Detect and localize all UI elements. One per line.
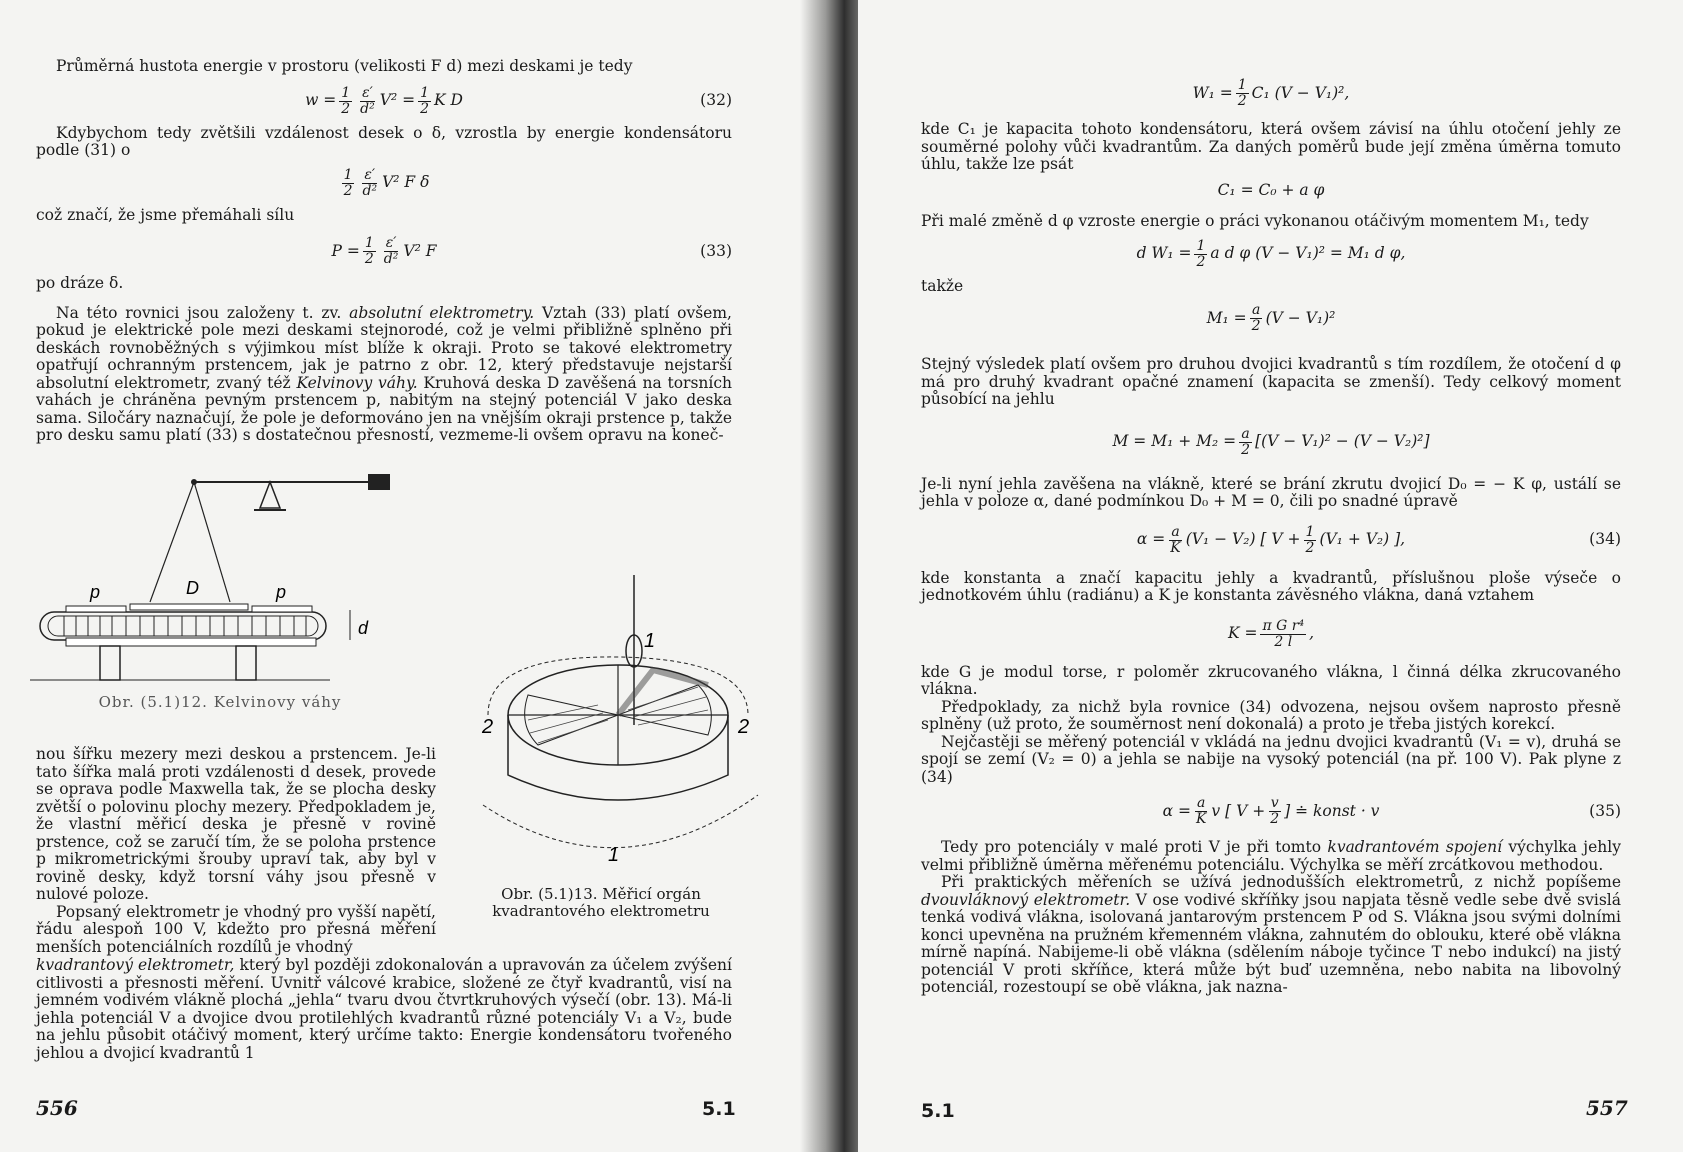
paragraph: Kdybychom tedy zvětšili vzdálenost desek o δ, vzrostla by energie kondensátoru podle (31) o bbox=[36, 123, 732, 159]
right-page bbox=[858, 0, 1683, 1152]
paragraph: Předpoklady, za nichž byla rovnice (34) odvozena, nejsou ovšem naprosto přesně splněny (už proto, že souměrnost není dokonalá) a proto je třeba jistých korekcí. bbox=[921, 697, 1621, 733]
left-text-middle bbox=[36, 746, 436, 956]
paragraph: kde konstanta a značí kapacitu jehly a kvadrantů, příslušnou ploše výseče o jednotkovém úhlu (radiánu) a K je konstanta závěsného vlákna, daná vztahem bbox=[921, 568, 1621, 604]
label-D: D bbox=[186, 578, 199, 598]
paragraph: což značí, že jsme přemáhali sílu bbox=[36, 205, 295, 224]
paragraph: takže bbox=[921, 276, 964, 295]
quadrant-electrometer-figure bbox=[468, 575, 768, 875]
label-p-left: p bbox=[90, 582, 101, 602]
paragraph: Stejný výsledek platí ovšem pro druhou dvojici kvadrantů s tím rozdílem, že otočení d φ má pro druhý kvadrant opačné znamení (kapacita se zmenší). Tedy celkový moment působící na jehlu bbox=[921, 355, 1621, 408]
label-2-right: 2 bbox=[738, 716, 750, 738]
paragraph: Popsaný elektrometr je vhodný pro vyšší napětí, řádu alespoň 100 V, kdežto pro přesná měření menších potenciálních rozdílů je vhodný bbox=[36, 902, 436, 956]
equation-dW1: d W₁ = $\frac{1}{2}$ a d φ (V − V₁)² = M₁ d φ, bbox=[1136, 237, 1406, 270]
left-page bbox=[0, 0, 826, 1152]
equation-number: (34) bbox=[1589, 530, 1621, 549]
equation-34: α = $\frac{a}{K}$ (V₁ − V₂) [ V + $\frac{1}{2}$ (V₁ + V₂) ], (34) bbox=[1136, 523, 1621, 556]
equation-M1: M₁ = $\frac{a}{2}$ (V − V₁)² bbox=[1206, 302, 1336, 334]
equation-32: w = $\frac{1}{2}$ $\frac{\varepsilon'}{\text{d²}}$ V² = $\frac{1}{2}$ K D (32) bbox=[305, 84, 732, 117]
paragraph: Nejčastěji se měřený potenciál v vkládá na jednu dvojici kvadrantů (V₁ = v), druhá se spojí se zemí (V₂ = 0) a jehla se nabije na vysoký potenciál (na př. 100 V). Pak plyne z (34) bbox=[921, 732, 1621, 786]
paragraph: nou šířku mezery mezi deskou a prstencem. Je-li tato šířka malá proti vzdálenosti d desek, provede se oprava podle Maxwella tak, že se plocha desky zvětší o polovinu plochy mezery. Předpokladem je, že vlastní měřicí deska je přesně v rovině prstence, což se zaručí tím, že se poloha prstence p mikrometrickými šrouby upraví tak, aby byl v rovině desky, když torsní váhy jsou přesně v nulové poloze. bbox=[36, 745, 436, 903]
equation-number: (32) bbox=[700, 91, 732, 110]
figure-13-caption: Obr. (5.1)13. Měřicí orgán kvadrantového elektrometru bbox=[492, 885, 710, 920]
page-number: 557 bbox=[1586, 1096, 1628, 1120]
paragraph: Při malé změně d φ vzroste energie o práci vykonanou otáčivým momentem M₁, tedy bbox=[921, 212, 1589, 230]
paragraph: po dráze δ. bbox=[36, 274, 124, 292]
paragraph: Je-li nyní jehla zavěšena na vlákně, které se brání zkrutu dvojicí D₀ = − K φ, ustálí se jehla v poloze α, dané podmínkou D₀ + M = 0, čili po snadné úpravě bbox=[921, 474, 1621, 510]
label-1-top: 1 bbox=[644, 630, 656, 652]
figure-12-caption: Obr. (5.1)12. Kelvinovy váhy bbox=[98, 693, 342, 711]
paragraph: kde G je modul torse, r poloměr zkrucovaného vlákna, l činná délka zkrucovaného vlákna. bbox=[921, 662, 1621, 698]
left-text-top bbox=[36, 58, 732, 445]
paragraph: Při praktických měřeních se užívá jednodušších elektrometrů, z nichž popíšeme dvouvláknový elektrometr. V ose vodivé skříňky jsou napjata těsně vedle sebe dvě svislá tenká vodivá vlákna, isolovaná jantarovým prstencem P od S. Vlákna jsou svými dolními konci upevněna na pružném křemenném vlákna, zahnutém do oblouku, které obě vlákna mírně napíná. Nabijeme-li obě vlákna (sdělením náboje tyčince T nebo indukcí) na jistý potenciál V proti skříňce, která může být buď uzemněna, nebo nabita na libovolný potenciál, rozestoupí se obě vlákna, jak nazna- bbox=[921, 873, 1621, 996]
label-d: d bbox=[358, 618, 369, 638]
equation-energy: $\frac{1}{2}$ $\frac{\varepsilon'}{\text{d²}}$ V² F δ bbox=[343, 166, 430, 199]
page-number: 556 bbox=[36, 1096, 78, 1120]
equation-35: α = $\frac{a}{K}$ v [ V + $\frac{v}{2}$ ] ≐ konst · v (35) bbox=[1162, 795, 1621, 827]
paragraph: kde C₁ je kapacita tohoto kondensátoru, která ovšem závisí na úhlu otočení jehly ze souměrné polohy vůči kvadrantům. Za daných poměrů bude její změna úměrna tomuto úhlu, takže lze psát bbox=[921, 120, 1621, 173]
equation-number: (33) bbox=[700, 241, 732, 260]
paragraph: Průměrná hustota energie v prostoru (velikosti F d) mezi deskami je tedy bbox=[56, 57, 633, 75]
kelvin-balance-figure bbox=[30, 470, 440, 685]
equation-C1: C₁ = C₀ + a φ bbox=[1217, 180, 1325, 199]
left-text-bottom bbox=[36, 957, 732, 1062]
paragraph: Tedy pro potenciály v malé proti V je při tomto kvadrantovém spojení výchylka jehly velmi přibližně úměrna měřenému potenciálu. Výchylka se měří zrcátkovou methodou. bbox=[921, 838, 1621, 874]
equation-M: M = M₁ + M₂ = $\frac{a}{2}$ [(V − V₁)² − (V − V₂)²] bbox=[1112, 425, 1430, 458]
label-p-right: p bbox=[276, 582, 287, 602]
equation-K: K = $\frac{\text{π G r⁴}}{2 l}$ , bbox=[1227, 617, 1315, 650]
paragraph: kvadrantový elektrometr, který byl později zdokonalován a upravován za účelem zvýšení citlivosti a přesnosti měření. Uvnitř válcové krabice, složené ze čtyř kvadrantů, visí na jemném vodivém vlákně plochá „jehla“ tvaru dvou čtvrtkruhových výsečí (obr. 13). Má-li jehla potenciál V a dvojice dvou protilehlých kvadrantů různé potenciály V₁ a V₂, bude na jehlu působit otáčivý moment, který určíme takto: Energie kondensátoru tvořeného jehlou a dvojicí kvadrantů 1 bbox=[36, 956, 732, 1062]
right-text bbox=[921, 70, 1621, 997]
equation-33: P = $\frac{1}{2}$ $\frac{\varepsilon'}{\text{d²}}$ V² F (33) bbox=[331, 235, 732, 267]
equation-W1: W₁ = $\frac{1}{2}$ C₁ (V − V₁)², bbox=[1192, 77, 1350, 109]
section-number: 5.1 bbox=[921, 1100, 955, 1122]
equation-number: (35) bbox=[1589, 801, 1621, 820]
paragraph: Na této rovnici jsou založeny t. zv. absolutní elektrometry. Vztah (33) platí ovšem, pokud je elektrické pole mezi deskami stejnorodé, což je velmi přibližně splněno při deskách rovnoběžných s výjimkou míst blíže k okraji. Proto se takové elektrometry opatřují ochranným prstencem, jak je patrno z obr. 12, který představuje nejstarší absolutní elektrometr, zvaný též Kelvinovy váhy. Kruhová deska D zavěšená na torsních vahách je chráněna pevným prstencem p, nabitým na stejný potenciál V jako deska sama. Siločáry naznačují, že pole je deformováno jen na vnějším okraji prstence p, takže pro desku samu platí (33) s dostatečnou přesností, vezmeme-li ovšem opravu na koneč- bbox=[36, 303, 733, 444]
label-2-left: 2 bbox=[482, 716, 494, 738]
label-1-bottom: 1 bbox=[608, 844, 620, 866]
section-number: 5.1 bbox=[702, 1098, 736, 1120]
